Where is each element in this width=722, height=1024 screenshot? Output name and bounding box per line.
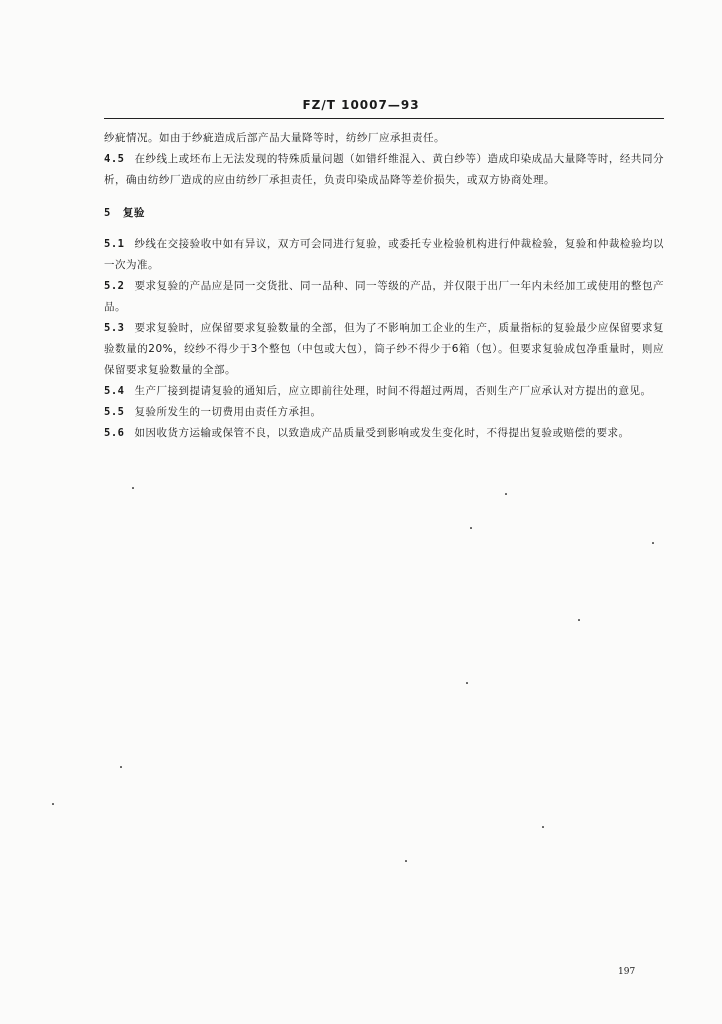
scan-speck [505,493,507,495]
clause-number: 5.1 [104,238,125,250]
clause-5-4 [104,381,664,402]
scan-speck [470,527,472,529]
section-number: 5 [104,207,111,219]
clause-5-2 [104,276,664,318]
clause-number: 5.6 [104,427,125,439]
clause-5-3 [104,318,664,381]
clause-4-5 [104,149,664,191]
clause-text: 在纱线上或坯布上无法发现的特殊质量问题（如错纤维混入、黄白纱等）造成印染成品大量降等时，经共同分析，确由纺纱厂造成的应由纺纱厂承担责任，负责印染成品降等差价损失，或双方协商处理。 [104,153,664,186]
page-number: 197 [618,967,636,977]
clause-number: 4.5 [104,153,125,165]
clause-text: 如因收货方运输或保管不良，以致造成产品质量受到影响或发生变化时，不得提出复验或赔偿的要求。 [134,427,630,439]
scan-speck [52,803,54,805]
scan-speck [578,619,580,621]
standard-code-header: FZ/T 10007—93 [302,98,420,112]
section-heading [104,203,664,224]
clause-5-5 [104,402,664,423]
clause-text: 要求复验的产品应是同一交货批、同一品种、同一等级的产品，并仅限于出厂一年内未经加工或使用的整包产品。 [104,280,664,313]
clause-5-1 [104,234,664,276]
clause-text: 纱线在交接验收中如有异议，双方可会同进行复验，或委托专业检验机构进行仲裁检验，复验和仲裁检验均以一次为准。 [104,238,664,271]
paragraph-text: 纱疵情况。如由于纱疵造成后部产品大量降等时，纺纱厂应承担责任。 [104,132,445,144]
clause-text: 生产厂接到提请复验的通知后，应立即前往处理，时间不得超过两周，否则生产厂应承认对方提出的意见。 [134,385,652,397]
scan-speck [405,860,407,862]
clause-number: 5.2 [104,280,125,292]
clause-5-6 [104,423,664,444]
clause-number: 5.5 [104,406,125,418]
scan-speck [542,826,544,828]
clause-text: 要求复验时，应保留要求复验数量的全部，但为了不影响加工企业的生产，质量指标的复验最少应保留要求复验数量的20%，绞纱不得少于3个整包（中包或大包），筒子纱不得少于6箱（包）。但要求复验成包净重量时，则应保留要求复验数量的全部。 [104,322,664,376]
scan-speck [120,766,122,768]
scan-speck [132,487,134,489]
paragraph-continuation [104,128,664,149]
section-title: 复验 [122,207,145,219]
document-body [104,128,664,444]
clause-number: 5.3 [104,322,125,334]
scan-speck [466,682,468,684]
clause-text: 复验所发生的一切费用由责任方承担。 [134,406,322,418]
scan-speck [652,542,654,544]
header-rule [104,118,664,119]
clause-number: 5.4 [104,385,125,397]
